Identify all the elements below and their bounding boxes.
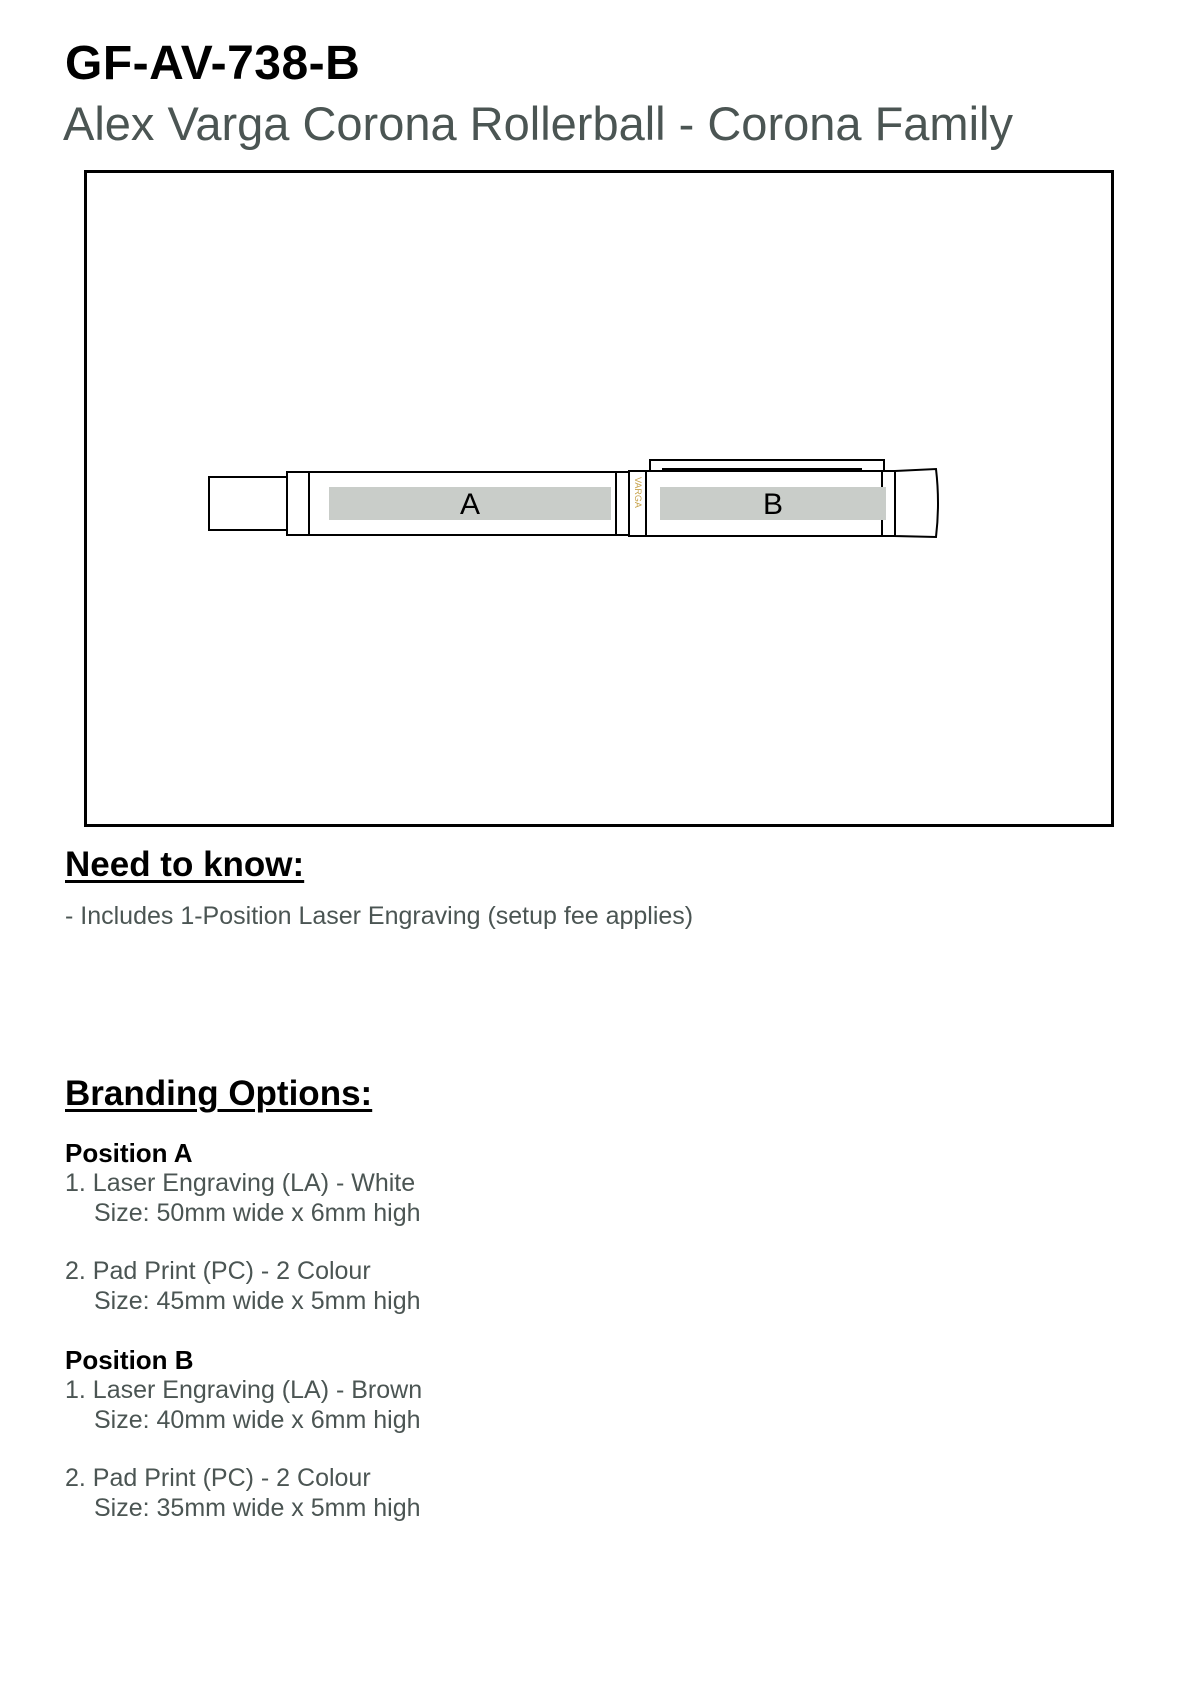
position-b-option-2 [65,1463,422,1523]
position-a-option-1 [65,1168,421,1228]
option-label: 1. Laser Engraving (LA) - Brown [65,1376,423,1404]
product-code: GF-AV-738-B [65,37,361,90]
need-to-know-item: - Includes 1-Position Laser Engraving (setup fee applies) [65,902,694,930]
varga-logo-text: VARGA [633,477,643,508]
position-b-option-1 [65,1375,422,1435]
branding-options-heading: Branding Options: [65,1074,373,1113]
option-label: 2. Pad Print (PC) - 2 Colour [65,1257,371,1285]
pen-tip [209,477,287,530]
position-a-title: Position A [65,1138,193,1168]
pen-end [895,469,938,537]
option-size: Size: 40mm wide x 6mm high [94,1406,421,1434]
position-b-label: B [762,488,784,521]
option-label: 1. Laser Engraving (LA) - White [65,1169,416,1197]
product-drawing-frame [84,170,1114,827]
option-size: Size: 50mm wide x 6mm high [94,1199,421,1227]
position-b-title: Position B [65,1345,194,1375]
option-label: 2. Pad Print (PC) - 2 Colour [65,1464,371,1492]
option-size: Size: 35mm wide x 5mm high [94,1494,421,1522]
pen-line-drawing [87,173,1111,824]
option-size: Size: 45mm wide x 5mm high [94,1287,421,1315]
position-a-block [65,1138,421,1316]
position-b-block [65,1345,422,1523]
position-a-option-2 [65,1256,421,1316]
position-a-label: A [459,488,481,521]
need-to-know-heading: Need to know: [65,845,305,884]
product-title: Alex Varga Corona Rollerball - Corona Family [63,97,1013,150]
